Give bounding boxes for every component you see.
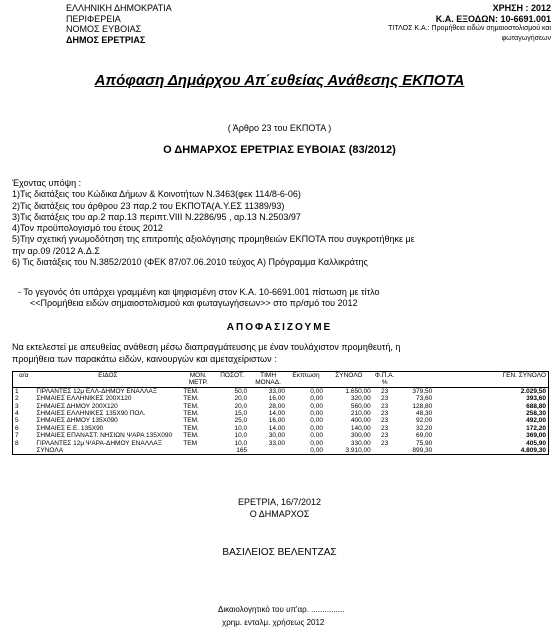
table-cell: ΣΗΜΑΙΕΣ ΕΛΛΗΝΙΚΕΣ 200Χ120 xyxy=(36,395,132,403)
table-cell: 140,00 xyxy=(350,424,371,432)
table-cell: 23 xyxy=(380,417,389,425)
table-cell: ΓΙΡΛΑΝΤΕΣ 12μ ΨΑΡΑ-ΔΗΜΟΥ ΕΝΑΛΛΑΞ xyxy=(36,439,162,447)
table-cell: 379,50 xyxy=(412,387,433,395)
table-cell: 73,60 xyxy=(416,395,433,403)
table-cell: 2.029,50 xyxy=(520,387,546,395)
table-cell: 2 xyxy=(15,395,19,403)
items-table xyxy=(12,371,549,455)
header-right xyxy=(388,3,551,44)
execution-text xyxy=(12,342,400,365)
table-cell: 0,00 xyxy=(310,439,323,447)
table-cell: 300,00 xyxy=(350,432,371,440)
table-cell: ΤΕΜ. xyxy=(183,424,199,432)
mayor-name: ΒΑΣΙΛΕΙΟΣ ΒΕΛΕΝΤΖΑΣ xyxy=(222,547,337,558)
ka-title-line-2: φωταγωγήσεων xyxy=(501,35,551,43)
table-cell: 92,00 xyxy=(416,417,433,425)
table-cell: 330,00 xyxy=(350,439,371,447)
table-cell: ΤΕΜ. xyxy=(183,387,199,395)
credit-note xyxy=(18,287,380,309)
table-cell: 172,20 xyxy=(526,424,546,432)
considering-line: 2)Τις διατάξεις του άρθρου 23 παρ.2 του ΕΚΠΟΤΑ(Α.Υ.ΕΣ 11389/93) xyxy=(12,200,285,211)
considering-line: 3)Τις διατάξεις του αρ.2 παρ.13 περιπτ.VIII Ν.2286/95 , αρ.13 Ν.2503/97 xyxy=(12,211,301,222)
table-cell: 32,20 xyxy=(416,424,433,432)
header-region: ΠΕΡΙΦΕΡΕΙΑ xyxy=(66,13,121,24)
considering-line: 6) Τις διατάξεις του Ν.3852/2010 (ΦΕΚ 87/07.06.2010 τεύχος Α) Πρόγραμμα Καλλικράτης xyxy=(12,257,368,268)
table-cell: ΤΕΜ. xyxy=(183,410,199,418)
header-prefecture: ΝΟΜΟΣ ΕΥΒΟΙΑΣ xyxy=(66,24,142,35)
table-cell: 14,00 xyxy=(268,410,286,418)
table-cell: 23 xyxy=(380,424,389,432)
table-row xyxy=(13,417,549,424)
table-cell: 320,00 xyxy=(350,395,371,403)
table-cell: 0,00 xyxy=(310,432,323,440)
table-cell: ΤΕΜ. xyxy=(183,417,199,425)
note-line: <<Προμήθεια ειδών σημαιοστολισμού και φωταγωγήσεων>> στο πρ/σμό του 2012 xyxy=(30,298,358,308)
col-header: ΜΟΝ. ΜΕΤΡ. xyxy=(181,372,215,388)
table-cell: 48,30 xyxy=(416,410,433,418)
table-cell: 23 xyxy=(380,387,389,395)
table-cell: 4 xyxy=(15,410,19,418)
table-cell: 20,0 xyxy=(234,395,248,403)
col-header: Φ.Π.Α. % xyxy=(374,372,395,387)
col-header: Εκπτωση xyxy=(287,372,325,388)
table-cell: 23 xyxy=(380,395,389,403)
ka-title-line-1: ΤΙΤΛΟΣ Κ.Α.: Προμήθεια ειδών σημαιοστολισμού και xyxy=(388,25,551,33)
table-cell: 369,00 xyxy=(526,432,546,440)
table-cell: 0,00 xyxy=(310,395,323,403)
table-cell: ΣΗΜΑΙΕΣ ΔΗΜΟΥ 135Χ090 xyxy=(36,417,118,425)
footer-voucher: Δικαιολογητικό του υπ'αρ. ............... xyxy=(218,605,345,614)
table-cell: 0,00 xyxy=(310,424,323,432)
table-cell: 0,00 xyxy=(310,410,323,418)
col-header: ΕΙΔΟΣ xyxy=(34,372,181,388)
table-cell: 393,60 xyxy=(526,395,546,403)
table-row xyxy=(13,440,549,447)
table-cell: 405,90 xyxy=(526,439,546,447)
place-date: ΕΡΕΤΡΙΑ, 16/7/2012 xyxy=(237,497,322,507)
table-row xyxy=(13,447,549,455)
table-row xyxy=(13,403,549,410)
table-row xyxy=(13,432,549,439)
article-reference: ( Άρθρο 23 του ΕΚΠΟΤΑ ) xyxy=(227,123,332,133)
table-cell: ΓΙΡΛΑΝΤΕΣ 12μ ΕΛΛ-ΔΗΜΟΥ ΕΝΑΛΛΑΞ xyxy=(36,387,158,395)
table-cell: 23 xyxy=(380,439,389,447)
table-cell: 3.910,00 xyxy=(345,447,371,455)
col-header: ΠΟΣΟΤ. xyxy=(215,372,249,388)
fiscal-year: ΧΡΗΣΗ : 2012 xyxy=(492,3,551,13)
table-cell: 5 xyxy=(15,417,19,425)
table-cell: 23 xyxy=(380,410,389,418)
table-cell: ΤΕΜ xyxy=(183,439,198,447)
col-header: α/α xyxy=(13,372,35,388)
table-row xyxy=(13,425,549,432)
col-header: ΣΥΝΟΛΟ xyxy=(325,372,373,388)
mayor-heading: Ο ΔΗΜΑΡΧΟΣ ΕΡΕΤΡΙΑΣ ΕΥΒΟΙΑΣ (83/2012) xyxy=(163,144,396,156)
table-cell: 1.650,00 xyxy=(345,387,371,395)
table-cell: ΣΗΜΑΙΕΣ ΔΗΜΟΥ 200Χ120 xyxy=(36,402,118,410)
considering-line: Έχοντας υπόψη : xyxy=(12,178,82,188)
table-cell: 1 xyxy=(15,387,19,395)
table-cell: 10,0 xyxy=(234,432,248,440)
table-cell: 23 xyxy=(380,432,389,440)
table-cell: 688,80 xyxy=(526,402,546,410)
col-header xyxy=(396,372,434,388)
table-cell: 28,00 xyxy=(268,402,286,410)
table-cell: 33,00 xyxy=(268,439,286,447)
table-cell: 0,00 xyxy=(310,447,323,455)
col-header: ΤΙΜΗ ΜΟΝΑΔ. xyxy=(249,372,287,388)
table-cell: 14,00 xyxy=(268,424,286,432)
table-cell: 560,00 xyxy=(350,402,371,410)
header-municipality: ΔΗΜΟΣ ΕΡΕΤΡΙΑΣ xyxy=(66,34,146,45)
table-header-row xyxy=(13,372,549,388)
table-row xyxy=(13,395,549,402)
table-cell: 15,0 xyxy=(234,410,248,418)
considering-list xyxy=(12,178,415,268)
table-cell: 899,30 xyxy=(412,447,433,455)
considering-line: 1)Τις διατάξεις του Κώδικα Δήμων & Κοινοτήτων Ν.3463(φεκ 114/8-6-06) xyxy=(12,189,301,200)
header-left xyxy=(66,3,172,45)
table-cell: 25,0 xyxy=(234,417,248,425)
table-cell: 128,80 xyxy=(412,402,433,410)
table-cell: 50,0 xyxy=(234,387,248,395)
table-cell: ΣΥΝΟΛΑ xyxy=(36,447,64,455)
footer-payment: χρημ. ενταλμ. χρήσεως 2012 xyxy=(222,618,325,627)
table-cell: 30,00 xyxy=(268,432,286,440)
table-cell: 165 xyxy=(236,447,248,455)
table-cell: 16,00 xyxy=(268,417,286,425)
table-cell: ΤΕΜ. xyxy=(183,432,199,440)
table-cell: 10,0 xyxy=(234,424,248,432)
table-cell: 3 xyxy=(15,402,19,410)
considering-line: την αρ.09 /2012 Α.Δ.Σ xyxy=(12,245,101,256)
table-cell: 0,00 xyxy=(310,402,323,410)
table-cell: 75,90 xyxy=(416,439,433,447)
note-line: - Το γεγονός ότι υπάρχει γραμμένη και ψηφισμένη στον Κ.Α. 10-6691.001 πίστωση με τίτλο xyxy=(18,287,380,297)
table-cell: ΣΗΜΑΙΕΣ ΕΠΑΝΑΣΤ. ΝΗΣΙΩΝ ΨΑΡΑ 135Χ090 xyxy=(36,432,173,440)
table-cell xyxy=(249,447,287,455)
table-cell: 23 xyxy=(380,402,389,410)
table-cell: 0,00 xyxy=(310,387,323,395)
table-cell: 10,0 xyxy=(234,439,248,447)
table-cell: ΣΗΜΑΙΕΣ ΕΛΛΗΝΙΚΕΣ 135Χ90 ΠΟΛ. xyxy=(36,410,146,418)
table-cell xyxy=(181,447,215,455)
table-cell: 8 xyxy=(15,439,19,447)
considering-line: 4)Τον προϋπολογισμό του έτους 2012 xyxy=(12,223,163,234)
table-cell: ΤΕΜ. xyxy=(183,395,199,403)
table-cell: 33,00 xyxy=(268,387,286,395)
table-cell: 69,00 xyxy=(416,432,433,440)
execution-line: προμήθεια των παρακάτω ειδών, καινουργών και αμεταχείριστων : xyxy=(12,353,277,364)
table-cell xyxy=(373,447,397,455)
table-cell: 400,00 xyxy=(350,417,371,425)
table-cell: 6 xyxy=(15,424,19,432)
table-cell: 492,00 xyxy=(526,417,546,425)
table-cell: 0,00 xyxy=(310,417,323,425)
table-cell: 16,00 xyxy=(268,395,286,403)
table-row xyxy=(13,410,549,417)
considering-line: 5)Την σχετική γνωμοδότηση της επιτροπής αξιολόγησης προμηθειών ΕΚΠΟΤΑ που συγκροτήθηκε με xyxy=(12,234,415,245)
table-cell: 20,0 xyxy=(234,402,248,410)
table-row xyxy=(13,387,549,395)
header-country: ΕΛΛΗΝΙΚΗ ΔΗΜΟΚΡΑΤΙΑ xyxy=(66,3,172,13)
execution-line: Να εκτελεστεί με απευθείας ανάθεση μέσω διαπραγμάτευσης με έναν τουλάχιστον προμηθευτή, η xyxy=(12,342,401,352)
table-cell xyxy=(13,447,35,455)
table-cell: 7 xyxy=(15,432,19,440)
expense-code: Κ.Α. ΕΞΟΔΩΝ: 10-6691.001 xyxy=(435,13,551,24)
mayor-signature-title: Ο ΔΗΜΑΡΧΟΣ xyxy=(249,509,310,519)
table-cell: ΤΕΜ. xyxy=(183,402,199,410)
col-header: ΓΕΝ. ΣΥΝΟΛΟ xyxy=(434,372,548,388)
decision-heading: ΑΠΟΦΑΣΙΖΟΥΜΕ xyxy=(226,322,333,333)
document-title: Απόφαση Δημάρχου Απ΄ευθείας Ανάθεσης ΕΚΠΟΤΑ xyxy=(94,72,465,89)
table-cell: 258,30 xyxy=(526,410,546,418)
table-cell: 4.809,30 xyxy=(520,447,546,455)
table-cell: ΣΗΜΑΙΕΣ Ε.Ε. 135Χ90 xyxy=(36,424,104,432)
table-cell: 210,00 xyxy=(350,410,371,418)
